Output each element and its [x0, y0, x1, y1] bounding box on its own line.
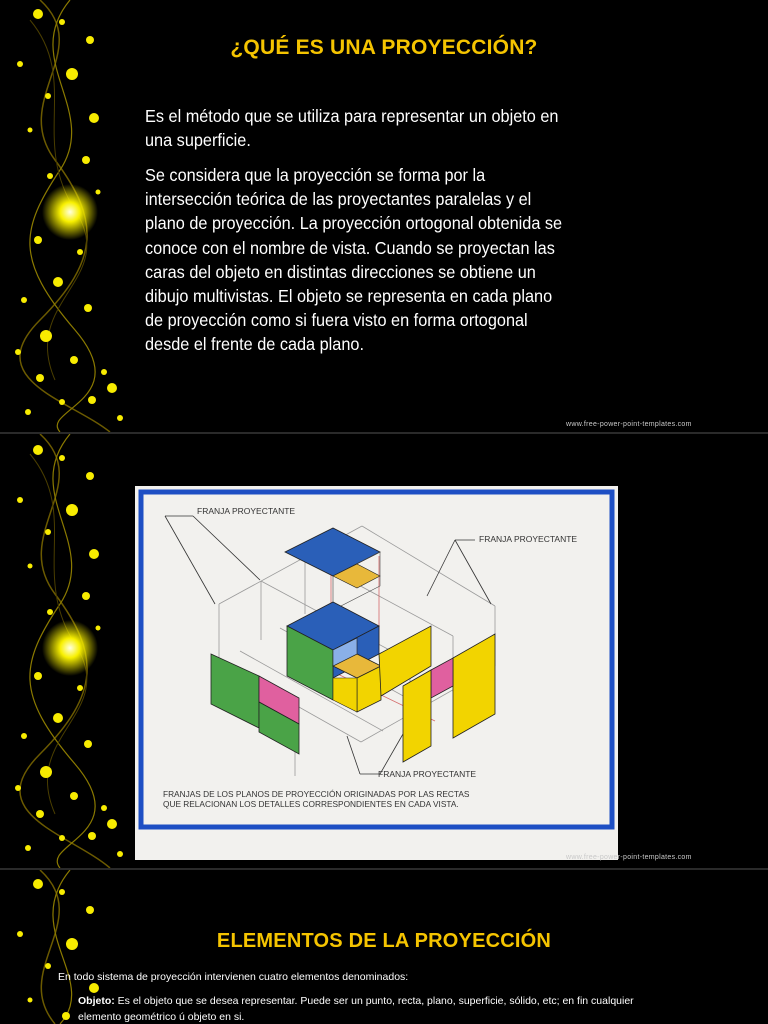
- paragraph-line: una superficie.: [145, 130, 251, 151]
- explanation-paragraph: [145, 163, 601, 357]
- paragraph-line: dibujo multivistas. El objeto se representa en cada plano: [145, 286, 553, 307]
- paragraph-line: conoce con el nombre de vista. Cuando se proyectan las: [145, 237, 555, 258]
- definition-paragraph: [145, 104, 601, 152]
- slide-2: [0, 434, 768, 868]
- paragraph-line: intersección teórica de las proyectantes paralelas y el: [145, 189, 532, 210]
- paragraph-line: plano de proyección. La proyección ortogonal obtenida se: [145, 213, 563, 234]
- objeto-definition: [78, 995, 634, 1007]
- sparkle-decoration-left: [0, 0, 140, 432]
- paragraph-line: Se considera que la proyección se forma por la: [145, 165, 486, 185]
- figure-caption-line-1: FRANJAS DE LOS PLANOS DE PROYECCIÓN ORIGINADAS POR LAS RECTAS: [163, 789, 470, 799]
- label-franja-top-right: FRANJA PROYECTANTE: [479, 534, 578, 544]
- label-franja-bottom: FRANJA PROYECTANTE: [378, 769, 477, 779]
- item-text: Es el objeto que se desea representar. Puede ser un punto, recta, plano, superficie, sólido, etc; en fin cualquier: [117, 995, 634, 1007]
- slide-1: [0, 0, 768, 432]
- slide-title: ¿QUÉ ES UNA PROYECCIÓN?: [230, 36, 538, 59]
- objeto-definition-continued: elemento geométrico ú objeto en si.: [78, 1011, 245, 1023]
- paragraph-line: de proyección como si fuera visto en forma ortogonal: [145, 310, 528, 331]
- figure-caption-line-2: QUE RELACIONAN LOS DETALLES CORRESPONDIENTES EN CADA VISTA.: [163, 799, 459, 809]
- projection-figure: [135, 486, 618, 860]
- projection-drawing: [135, 486, 618, 860]
- template-watermark: www.free-power-point-templates.com: [566, 421, 692, 428]
- sparkle-decoration-left: [0, 434, 140, 868]
- template-watermark: www.free-power-point-templates.com: [566, 854, 692, 861]
- slide-3: [0, 870, 768, 1024]
- item-label: Objeto:: [78, 995, 115, 1007]
- section-title: ELEMENTOS DE LA PROYECCIÓN: [216, 930, 552, 952]
- label-franja-top-left: FRANJA PROYECTANTE: [197, 506, 296, 516]
- paragraph-line: desde el frente de cada plano.: [145, 334, 364, 355]
- paragraph-line: Es el método que se utiliza para representar un objeto en: [145, 106, 559, 126]
- intro-text: En todo sistema de proyección intervienen cuatro elementos denominados:: [58, 971, 409, 983]
- paragraph-line: caras del objeto en distintas direcciones se obtiene un: [145, 261, 536, 282]
